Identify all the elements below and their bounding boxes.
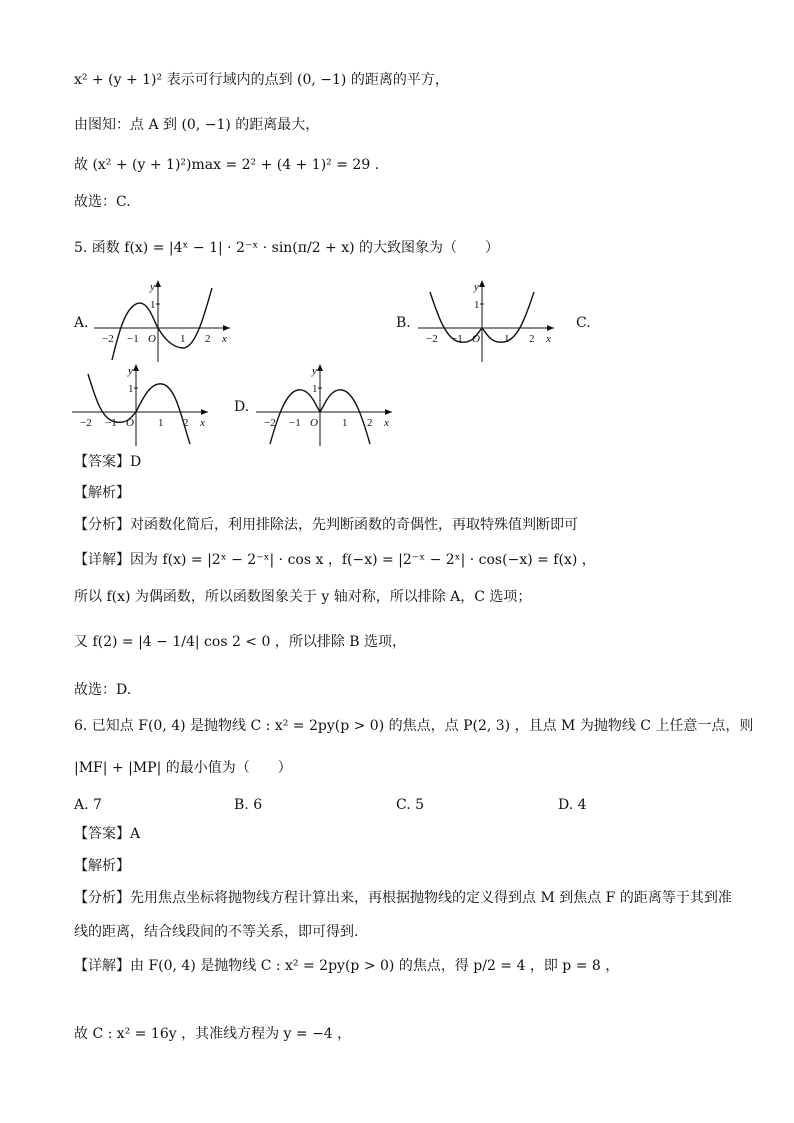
tick-m1: −1 (127, 333, 139, 345)
question-5: 5. 函数 f(x) = |4ˣ − 1| · 2⁻ˣ · sin(π/2 + x) 的大致图象为（ ） (74, 240, 500, 256)
graph-option-b (416, 276, 558, 364)
x-axis-label: x (222, 333, 227, 345)
x-axis-label: x (200, 417, 205, 429)
y-axis-label: y (128, 365, 133, 377)
option-c-label: C. (576, 315, 591, 331)
question-6-line-2: |MF| + |MP| 的最小值为（ ） (74, 760, 292, 776)
question-6-line-1: 6. 已知点 F(0, 4) 是抛物线 C : x² = 2py(p > 0) 的焦点，点 P(2, 3) ，且点 M 为抛物线 C 上任意一点，则 (74, 718, 754, 734)
solution-line-3: 故 (x² + (y + 1)²)max = 2² + (4 + 1)² = 29 . (74, 157, 380, 173)
tick-1: 1 (504, 333, 510, 345)
tick-m2: −2 (102, 333, 114, 345)
analysis-q5: 【分析】对函数化简后，利用排除法，先判断函数的奇偶性，再取特殊值判断即可 (74, 517, 578, 533)
analysis-q6-line-1: 【分析】先用焦点坐标将抛物线方程计算出来，再根据抛物线的定义得到点 M 到焦点 F 的距离等于其到准 (74, 890, 732, 906)
tick-2: 2 (205, 333, 211, 345)
origin-label: O (310, 417, 318, 429)
choice-a: A. 7 (74, 797, 102, 813)
tick-1-y: 1 (150, 299, 156, 311)
tick-m1: −1 (105, 417, 117, 429)
tick-1-y: 1 (312, 383, 318, 395)
tick-1: 1 (180, 333, 186, 345)
tick-m1: −1 (451, 333, 463, 345)
graph-option-c (70, 360, 212, 448)
tick-2: 2 (367, 417, 373, 429)
tick-2: 2 (529, 333, 535, 345)
detail-q5-line-3: 又 f(2) = |4 − 1/4| cos 2 < 0 ，所以排除 B 选项， (74, 634, 407, 650)
tick-m2: −2 (264, 417, 276, 429)
y-axis-label: y (150, 281, 155, 293)
y-axis-label: y (312, 365, 317, 377)
analysis-q6-line-2: 线的距离，结合线段间的不等关系，即可得到. (74, 924, 359, 940)
tick-1: 1 (342, 417, 348, 429)
conclusion-q5: 故选：D. (74, 682, 132, 698)
origin-label: O (126, 417, 134, 429)
tick-2: 2 (183, 417, 189, 429)
tick-1-y: 1 (474, 299, 480, 311)
solution-line-1: x² + (y + 1)² 表示可行域内的点到 (0, −1) 的距离的平方， (74, 72, 449, 88)
tick-1-y: 1 (128, 383, 134, 395)
detail-q5-line-1: 【详解】因为 f(x) = |2ˣ − 2⁻ˣ| · cos x ，f(−x) = |2⁻ˣ − 2ˣ| · cos(−x) = f(x) ， (74, 552, 596, 568)
answer-q5: 【答案】D (74, 454, 142, 470)
graph-option-a (92, 276, 234, 364)
tick-m2: −2 (80, 417, 92, 429)
answer-choice-line: 故选：C. (74, 194, 131, 210)
y-axis-label: y (474, 281, 479, 293)
detail-q6-line-1: 【详解】由 F(0, 4) 是抛物线 C : x² = 2py(p > 0) 的焦点，得 p/2 = 4 ，即 p = 8 ， (74, 958, 620, 974)
tick-m2: −2 (426, 333, 438, 345)
answer-q6: 【答案】A (74, 826, 141, 842)
graph-option-d (254, 360, 396, 448)
option-a-label: A. (74, 315, 89, 331)
origin-label: O (148, 333, 156, 345)
x-axis-label: x (546, 333, 551, 345)
analysis-header-q6: 【解析】 (74, 858, 130, 874)
choice-b: B. 6 (234, 797, 263, 813)
tick-1: 1 (158, 417, 164, 429)
detail-q5-line-2: 所以 f(x) 为偶函数，所以函数图象关于 y 轴对称，所以排除 A，C 选项； (74, 589, 532, 605)
option-d-label: D. (234, 399, 250, 415)
origin-label: O (472, 333, 480, 345)
analysis-header-q5: 【解析】 (74, 485, 130, 501)
option-b-label: B. (396, 315, 411, 331)
detail-q6-line-2: 故 C : x² = 16y ，其准线方程为 y = −4 ， (74, 1026, 352, 1042)
solution-line-2: 由图知：点 A 到 (0, −1) 的距离最大， (74, 117, 320, 133)
x-axis-label: x (384, 417, 389, 429)
tick-m1: −1 (289, 417, 301, 429)
choice-c: C. 5 (396, 797, 425, 813)
choice-d: D. 4 (558, 797, 587, 813)
